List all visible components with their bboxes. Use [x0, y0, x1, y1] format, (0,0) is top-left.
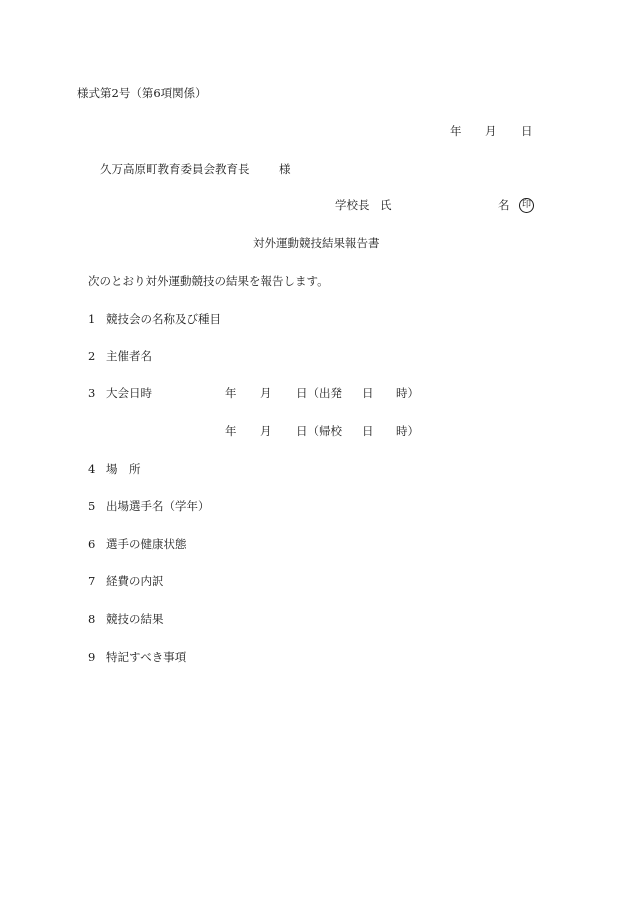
item-number-2: 2: [88, 349, 96, 363]
departure-hour-label: 時）: [396, 386, 419, 400]
item-number-3: 3: [88, 386, 96, 400]
addressee-name: 久万高原町教育委員会教育長: [100, 162, 250, 176]
date-month-label: 月: [485, 124, 497, 138]
return-month-label: 月: [260, 424, 272, 438]
departure-day-label: 日（出発: [296, 386, 342, 400]
item-label-9: 特記すべき事項: [106, 650, 187, 664]
item-number-8: 8: [88, 612, 96, 626]
return-year-label: 年: [225, 424, 237, 438]
item-label-1: 競技会の名称及び種目: [106, 312, 221, 326]
departure-year-label: 年: [225, 386, 237, 400]
departure-month-label: 月: [260, 386, 272, 400]
date-year-label: 年: [450, 124, 462, 138]
seal-mark: 印: [519, 198, 534, 213]
return-hour-label: 時）: [396, 424, 419, 438]
item-number-7: 7: [88, 574, 96, 588]
item-label-7: 経費の内訳: [106, 574, 164, 588]
item-number-9: 9: [88, 650, 96, 664]
item-number-6: 6: [88, 537, 96, 551]
item-label-6: 選手の健康状態: [106, 537, 187, 551]
return-day-label: 日（帰校: [296, 424, 342, 438]
item-number-5: 5: [88, 499, 96, 513]
departure-day2-label: 日: [362, 386, 374, 400]
date-day-label: 日: [521, 124, 533, 138]
item-label-3: 大会日時: [106, 386, 152, 400]
item-label-8: 競技の結果: [106, 612, 164, 626]
item-label-2: 主催者名: [106, 349, 152, 363]
item-label-4: 場 所: [106, 462, 141, 476]
return-day2-label: 日: [362, 424, 374, 438]
document-title: 対外運動競技結果報告書: [253, 236, 380, 250]
intro-text: 次のとおり対外運動競技の結果を報告します。: [88, 274, 329, 288]
addressee-honorific: 様: [279, 162, 291, 176]
item-number-1: 1: [88, 312, 96, 326]
item-label-5: 出場選手名（学年）: [106, 499, 210, 513]
sender-name-label-2: 名: [498, 198, 510, 212]
form-number: 様式第2号（第6項関係）: [77, 86, 207, 100]
item-number-4: 4: [88, 462, 96, 476]
sender-name-label-1: 氏: [380, 198, 392, 212]
sender-title: 学校長: [335, 198, 370, 212]
